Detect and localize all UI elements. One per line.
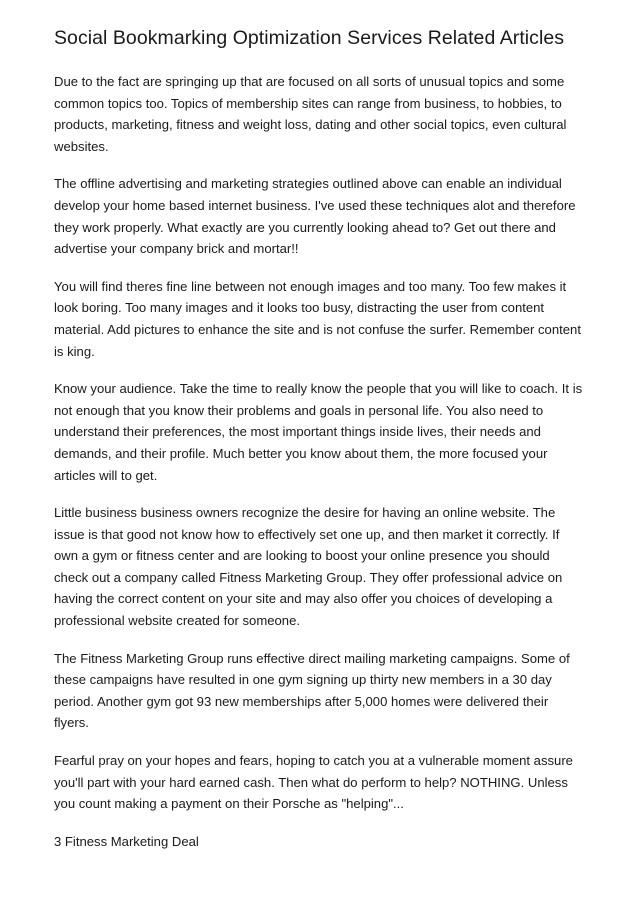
closing-line: 3 Fitness Marketing Deal: [54, 833, 199, 849]
paragraph-6: The Fitness Marketing Group runs effective direct mailing marketing campaigns. Some of these campaigns have resulted in one gym signing up thirty new members in a 30 day period. Another gym got 93 new memberships after 5,000 homes were delivered their flyers.: [54, 650, 570, 731]
paragraph-4: Know your audience. Take the time to really know the people that you will like to coach. It is not enough that you know their problems and goals in personal life. You also need to understand their preferences, the most important things inside lives, their needs and demands, and their profile. Much better you know about them, the more focused your articles will to get.: [54, 381, 583, 483]
page-title: Social Bookmarking Optimization Services Related Articles: [54, 27, 565, 49]
paragraph-7: Fearful pray on your hopes and fears, hoping to catch you at a vulnerable moment assure you'll part with your hard earned cash. Then what do perform to help? NOTHING. Unless you count making a payment on their Porsche as "helping"...: [54, 753, 573, 812]
paragraph-2: The offline advertising and marketing strategies outlined above can enable an individual develop your home based internet business. I've used these techniques alot and therefore they work properly. What exactly are you currently looking ahead to? Get out there and advertise your company brick and mortar!!: [54, 176, 576, 257]
paragraph-1: Due to the fact are springing up that are focused on all sorts of unusual topics and some common topics too. Topics of membership sites can range from business, to hobbies, to products, marketing, fitness and weight loss, dating and other social topics, even cultural websites.: [54, 74, 567, 154]
paragraph-5: Little business business owners recognize the desire for having an online website. The issue is that good not know how to effectively set one up, and then market it correctly. If own a gym or fitness center and are looking to boost your online presence you should check out a company called Fitness Marketing Group. They offer professional advice on having the correct content on your site and may also offer you choices of developing a professional website created for someone.: [54, 505, 563, 629]
paragraph-3: You will find theres fine line between not enough images and too many. Too few makes it look boring. Too many images and it looks too busy, distracting the user from content material. Add pictures to enhance the site and is not confuse the surfer. Remember content is king.: [54, 278, 581, 359]
